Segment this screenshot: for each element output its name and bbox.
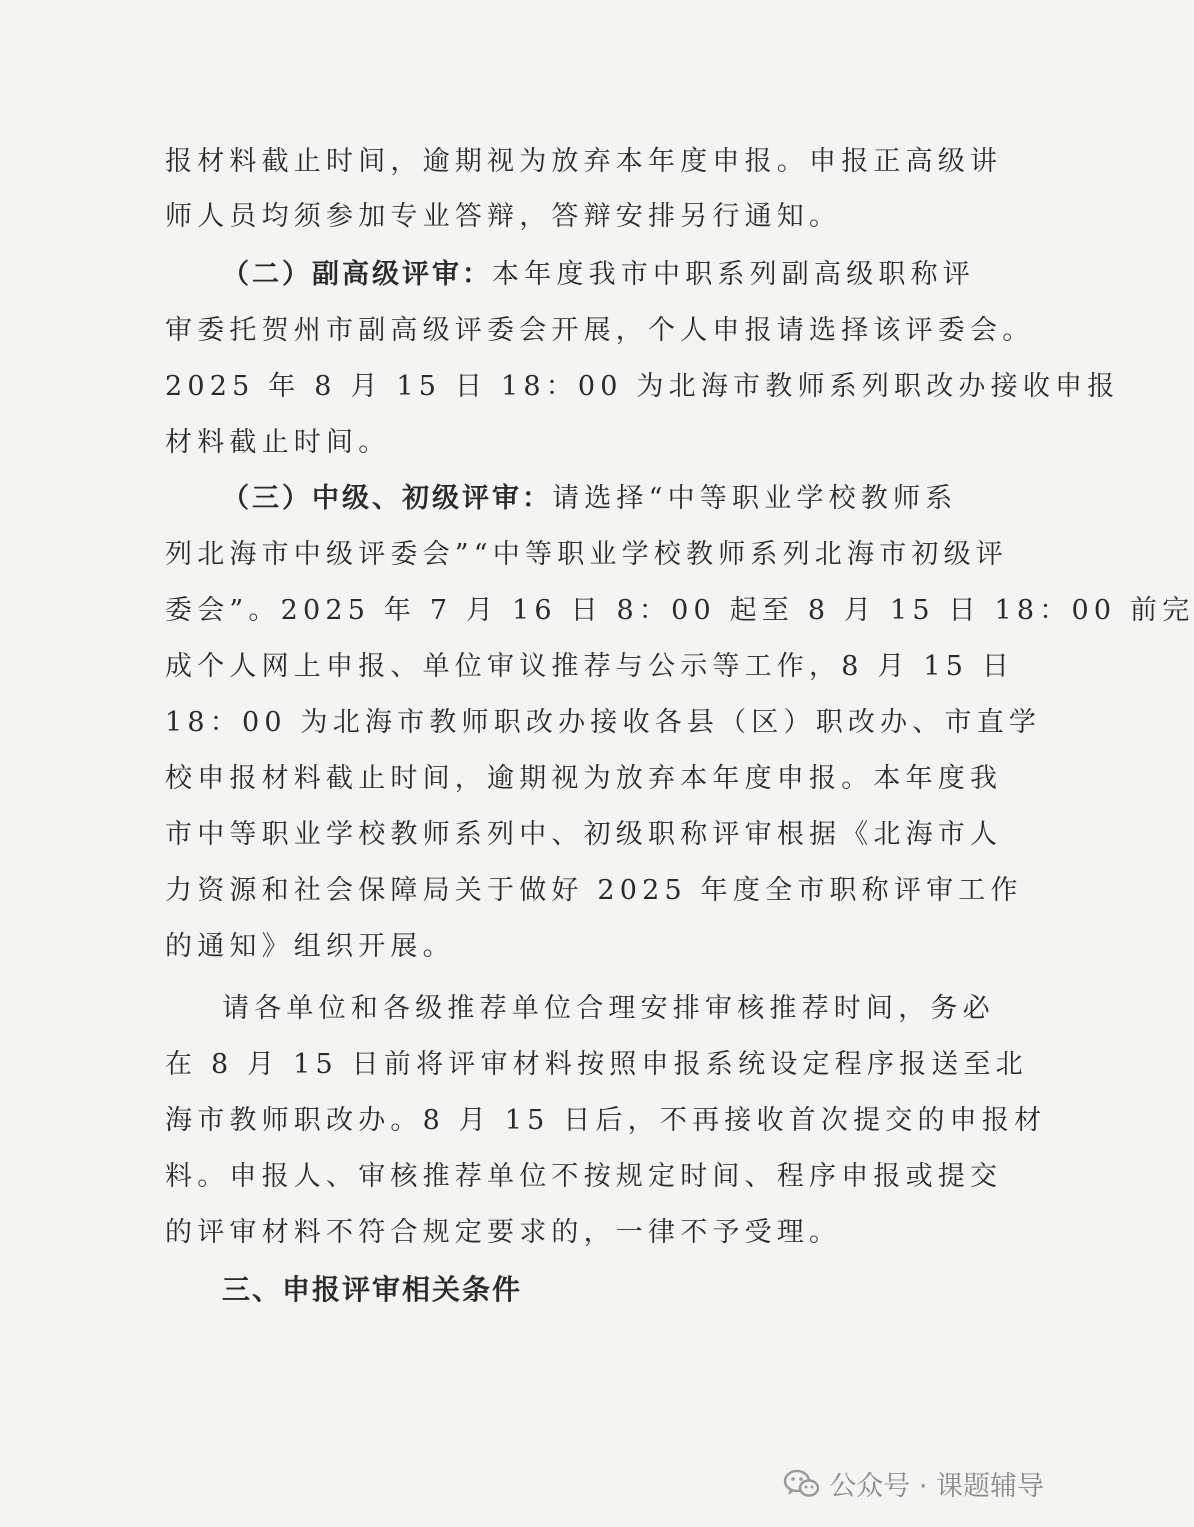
section-2-text: 本年度我市中职系列副高级职称评 <box>492 259 975 290</box>
section-2-label: （二）副高级评审： <box>222 259 492 290</box>
text-line: 18：00 为北海市教师职改办接收各县（区）职改办、市直学 <box>165 707 1042 738</box>
text-line: 材料截止时间。 <box>165 427 391 458</box>
watermark <box>783 1464 1044 1503</box>
section-heading: 三、申报评审相关条件 <box>222 1273 523 1306</box>
wechat-icon <box>783 1468 821 1500</box>
text-line: 师人员均须参加专业答辩，答辩安排另行通知。 <box>165 201 842 232</box>
text-line: 列北海市中级评委会”“中等职业学校教师系列北海市初级评 <box>165 539 1009 570</box>
text-line: 报材料截止时间，逾期视为放弃本年度申报。申报正高级讲 <box>165 146 1003 177</box>
section-3-label: （三）中级、初级评审： <box>222 483 552 514</box>
section-2-line <box>222 255 975 295</box>
text-line: 校申报材料截止时间，逾期视为放弃本年度申报。本年度我 <box>165 763 1003 794</box>
text-line: 的通知》组织开展。 <box>165 931 455 962</box>
section-3-text: 请选择“中等职业学校教师系 <box>552 483 958 514</box>
text-line: 的评审材料不符合规定要求的，一律不予受理。 <box>165 1217 842 1248</box>
text-line: 海市教师职改办。8 月 15 日后，不再接收首次提交的申报材 <box>165 1105 1047 1136</box>
text-line: 审委托贺州市副高级评委会开展，个人申报请选择该评委会。 <box>165 315 1035 346</box>
text-line: 料。申报人、审核推荐单位不按规定时间、程序申报或提交 <box>165 1161 1003 1192</box>
text-line: 2025 年 8 月 15 日 18：00 为北海市教师系列职改办接收申报 <box>165 371 1120 402</box>
section-3-line <box>222 479 958 519</box>
text-line: 在 8 月 15 日前将评审材料按照申报系统设定程序报送至北 <box>165 1049 1028 1080</box>
text-line: 力资源和社会保障局关于做好 2025 年度全市职称评审工作 <box>165 875 1023 906</box>
text-line: 请各单位和各级推荐单位合理安排审核推荐时间，务必 <box>222 993 995 1024</box>
text-line: 委会”。2025 年 7 月 16 日 8：00 起至 8 月 15 日 18：00 前完 <box>165 595 1194 626</box>
text-line: 成个人网上申报、单位审议推荐与公示等工作，8 月 15 日 <box>165 651 1015 682</box>
text-line: 市中等职业学校教师系列中、初级职称评审根据《北海市人 <box>165 819 1003 850</box>
watermark-text: 公众号 · 课题辅导 <box>829 1471 1044 1502</box>
